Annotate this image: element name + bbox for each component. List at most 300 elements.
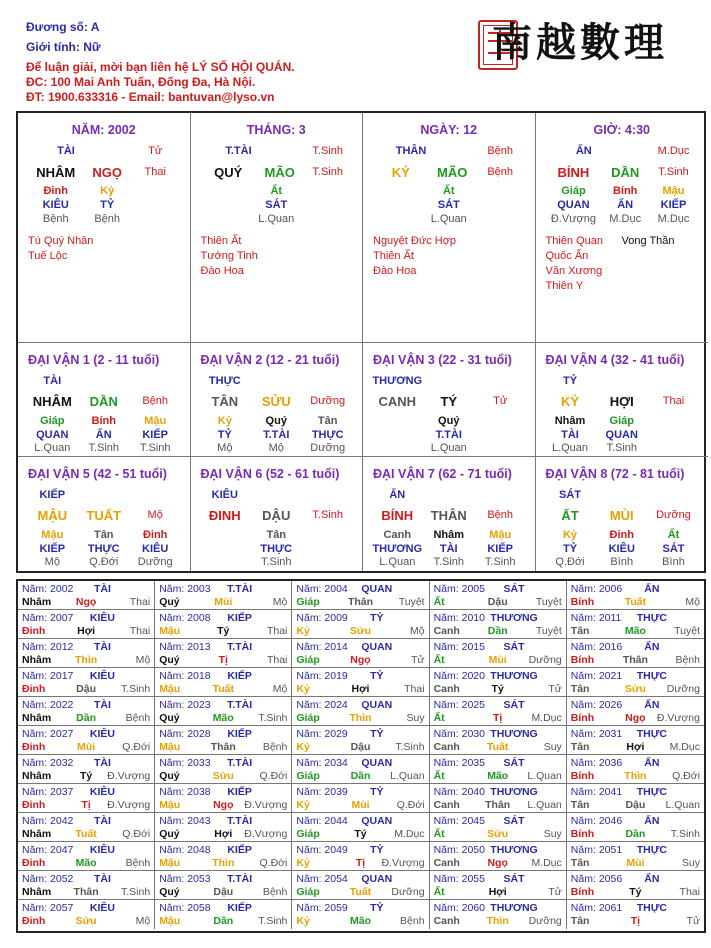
year-branch: Ngọ: [213, 799, 234, 811]
year-value: 2043: [187, 815, 211, 827]
year-state: Dưỡng: [391, 886, 425, 898]
year-value: 2013: [187, 641, 211, 653]
year-label: [22, 902, 73, 915]
hidden-stem: Canh: [383, 529, 412, 541]
year-prefix: Năm:: [570, 612, 599, 624]
year-stem: Đinh: [22, 741, 46, 753]
year-stem: Bính: [570, 596, 595, 608]
year-stem: Giáp: [296, 886, 320, 898]
year-label: [159, 815, 210, 828]
year-god: KIẾP: [227, 612, 252, 624]
year-stem: Nhâm: [22, 654, 52, 666]
hidden-stem: Giáp: [561, 185, 586, 197]
year-cell: [430, 813, 567, 842]
hidden-stem: Giáp: [609, 415, 634, 427]
year-god: TÀI: [93, 699, 111, 711]
year-prefix: Năm:: [433, 902, 462, 914]
year-god: TÀI: [93, 757, 111, 769]
year-label: [159, 699, 210, 712]
year-cell: [292, 755, 429, 784]
year-cell: [292, 900, 429, 929]
hidden-stem: Kỷ: [562, 529, 578, 541]
hidden-stem: Kỷ: [217, 415, 232, 427]
year-state: L.Quan: [527, 770, 562, 782]
year-value: 2011: [598, 612, 622, 624]
year-value: 2045: [461, 815, 485, 827]
year-label: [159, 641, 210, 654]
year-stem: Tân: [570, 625, 590, 637]
hidden-god: THƯƠNG: [372, 543, 423, 555]
year-branch: Thân: [347, 596, 374, 608]
year-branch: Sửu: [212, 770, 234, 782]
year-stem: Nhâm: [22, 596, 52, 608]
hidden-state: Bình: [662, 556, 685, 568]
year-prefix: Năm:: [570, 757, 599, 769]
hidden-state: Q.Đới: [555, 556, 585, 568]
hidden-state: M.Dục: [657, 213, 690, 225]
year-god: QUAN: [361, 699, 393, 711]
year-god: QUAN: [361, 815, 393, 827]
year-prefix: Năm:: [433, 612, 462, 624]
year-god: ẤN: [644, 873, 660, 885]
year-stem: Tân: [570, 799, 590, 811]
year-value: 2022: [50, 699, 74, 711]
year-cell: [430, 784, 567, 813]
year-stem: Canh: [433, 857, 460, 869]
year-branch: Tý: [629, 886, 642, 898]
year-label: [434, 583, 485, 596]
year-god: THƯƠNG: [490, 728, 538, 740]
year-cell: [155, 726, 292, 755]
year-label: [571, 757, 622, 770]
year-state: Tuyệt: [674, 625, 700, 637]
hidden-god: KIÊU: [608, 543, 635, 555]
year-branch: Tị: [355, 857, 366, 869]
year-state: Mộ: [272, 596, 288, 608]
hidden-state: Dưỡng: [137, 556, 173, 568]
year-stem: Ất: [433, 712, 445, 724]
year-state: Bệnh: [262, 741, 288, 753]
year-branch: Mùi: [77, 741, 96, 753]
year-state: Q.Đới: [396, 799, 425, 811]
hidden-god: TỶ: [100, 199, 115, 211]
year-value: 2028: [187, 728, 211, 740]
year-prefix: Năm:: [433, 815, 462, 827]
pillar-title: THÁNG: 3: [246, 123, 306, 137]
year-state: Q.Đới: [672, 770, 700, 782]
year-prefix: Năm:: [22, 902, 51, 914]
year-value: 2035: [461, 757, 485, 769]
year-stem: Kỷ: [296, 915, 310, 927]
year-stem: Quý: [159, 654, 180, 666]
year-prefix: Năm:: [296, 757, 325, 769]
year-state: Đ.Vượng: [656, 712, 700, 724]
year-stem: Kỷ: [296, 799, 310, 811]
hidden-god: TỶ: [562, 543, 578, 555]
year-label: [296, 873, 347, 886]
year-branch: Mão: [624, 625, 646, 637]
pillar-god: TÀI: [57, 145, 75, 157]
year-label: [296, 583, 347, 596]
dai-van-stage: Dưỡng: [656, 509, 691, 521]
year-cell: [292, 581, 429, 610]
year-state: Tử: [411, 654, 425, 666]
dai-van-title: ĐẠI VẬN 2 (12 - 21 tuổi): [200, 353, 340, 367]
year-cell: [155, 842, 292, 871]
year-label: [22, 815, 73, 828]
year-god: THƯƠNG: [490, 612, 538, 624]
year-cell: [430, 726, 567, 755]
year-god: THƯƠNG: [490, 670, 538, 682]
year-value: 2003: [187, 583, 211, 595]
year-stem: Quý: [159, 712, 180, 724]
year-prefix: Năm:: [433, 583, 462, 595]
dai-van-stage: Dưỡng: [310, 395, 346, 407]
year-value: 2020: [461, 670, 485, 682]
hidden-state: Bình: [610, 556, 634, 568]
year-branch: Mùi: [488, 654, 507, 666]
year-god: ẤN: [644, 583, 660, 595]
year-stem: Ất: [433, 596, 445, 608]
hidden-state: T.Sinh: [139, 442, 171, 454]
year-value: 2036: [598, 757, 623, 769]
year-prefix: Năm:: [22, 757, 51, 769]
hidden-god: KIẾP: [39, 543, 66, 555]
year-cell: [292, 668, 429, 697]
year-label: [296, 786, 347, 799]
year-state: Đ.Vượng: [381, 857, 425, 869]
year-state: Suy: [681, 857, 700, 869]
year-label: [434, 641, 485, 654]
year-prefix: Năm:: [570, 873, 599, 885]
year-god: ẤN: [644, 757, 660, 769]
year-value: 2030: [461, 728, 485, 740]
year-value: 2012: [50, 641, 74, 653]
year-stem: Quý: [159, 596, 180, 608]
year-god: KIẾP: [227, 902, 252, 914]
hidden-stem: Tân: [93, 529, 114, 541]
hidden-god: ẤN: [617, 199, 634, 211]
dai-van-title: ĐẠI VẬN 7 (62 - 71 tuổi): [373, 467, 512, 481]
year-prefix: Năm:: [159, 902, 188, 914]
year-cell: [155, 755, 292, 784]
year-prefix: Năm:: [296, 670, 325, 682]
year-stem: Đinh: [22, 799, 46, 811]
year-branch: Dần: [350, 770, 371, 782]
year-stem: Giáp: [296, 712, 320, 724]
year-value: 2057: [50, 902, 74, 914]
year-value: 2048: [187, 844, 211, 856]
hidden-god: KIÊU: [42, 199, 69, 211]
dai-van-branch: DẦN: [89, 394, 118, 409]
dai-van-stage: T.Sinh: [312, 509, 343, 521]
hidden-state: Bệnh: [94, 213, 121, 225]
year-god: ẤN: [644, 699, 660, 711]
year-value: 2047: [50, 844, 74, 856]
year-value: 2041: [598, 786, 623, 798]
year-prefix: Năm:: [159, 728, 188, 740]
gender: Giới tính: Nữ: [26, 40, 101, 54]
year-value: 2049: [324, 844, 348, 856]
dai-van-title: ĐẠI VẬN 6 (52 - 61 tuổi): [200, 467, 340, 481]
year-branch: Thân: [210, 741, 236, 753]
year-branch: Thìn: [624, 770, 647, 782]
year-stem: Mậu: [159, 683, 181, 695]
pillar-branch: NGỌ: [92, 165, 122, 180]
dai-van-stem: CANH: [378, 394, 417, 409]
year-state: L.Quan: [390, 770, 425, 782]
year-value: 2061: [598, 902, 623, 914]
year-branch: Tuất: [349, 886, 372, 898]
year-branch: Dần: [487, 625, 508, 637]
year-state: T.Sinh: [121, 683, 151, 695]
year-value: 2055: [461, 873, 485, 885]
year-god: KIẾP: [227, 844, 252, 856]
year-prefix: Năm:: [296, 902, 325, 914]
pillar-cell: [363, 113, 536, 343]
hidden-god: THỰC: [311, 429, 344, 441]
year-cell: [292, 784, 429, 813]
logo: 南越數理: [492, 19, 668, 66]
year-label: [296, 902, 347, 915]
year-state: Q.Đới: [122, 828, 151, 840]
year-label: [434, 815, 485, 828]
hidden-state: Mộ: [268, 442, 284, 454]
hidden-god: THỰC: [87, 543, 120, 555]
year-god: SÁT: [503, 583, 525, 595]
dai-van-stage: Bệnh: [142, 395, 169, 407]
year-god: QUAN: [361, 757, 393, 769]
year-state: Thai: [129, 596, 151, 608]
dai-van-branch: SỬU: [261, 394, 291, 409]
year-branch: Tị: [218, 654, 228, 666]
year-value: 2018: [187, 670, 211, 682]
year-label: [434, 902, 485, 915]
year-label: [296, 757, 347, 770]
year-branch: Sửu: [349, 625, 371, 637]
year-god: QUAN: [361, 583, 393, 595]
dai-van-god: SÁT: [559, 489, 581, 501]
pillar-stage-top: T.Sinh: [312, 145, 343, 157]
year-value: 2059: [324, 902, 348, 914]
year-god: T.TÀI: [227, 873, 253, 885]
year-stem: Ất: [433, 886, 445, 898]
pillar-cell: [536, 113, 709, 343]
year-label: [296, 815, 347, 828]
dai-van-cell: [536, 457, 709, 571]
hidden-state: T.Sinh: [606, 442, 638, 454]
year-label: [296, 844, 347, 857]
year-branch: Tuất: [212, 683, 234, 695]
year-cell: [292, 610, 429, 639]
year-label: [571, 786, 622, 799]
year-label: [22, 641, 73, 654]
year-cell: [18, 842, 155, 871]
year-prefix: Năm:: [433, 641, 462, 653]
year-god: T.TÀI: [227, 699, 253, 711]
year-cell: [155, 697, 292, 726]
dai-van-title: ĐẠI VẬN 5 (42 - 51 tuổi): [28, 467, 167, 481]
pillar-branch: MÃO: [437, 165, 468, 180]
dai-van-god: THỰC: [208, 375, 241, 387]
year-cell: [567, 755, 704, 784]
pillar-stage: Thai: [144, 166, 166, 178]
year-stem: Ất: [433, 770, 445, 782]
year-god: THỰC: [636, 612, 667, 624]
hidden-stem: Ất: [442, 185, 455, 197]
year-state: Tử: [548, 886, 562, 898]
star-item: Tướng Tinh: [200, 250, 258, 262]
pillar-god: THÂN: [395, 145, 427, 157]
year-stem: Tân: [570, 915, 590, 927]
year-state: Thai: [679, 886, 700, 898]
year-stem: Bính: [570, 886, 595, 898]
year-state: Suy: [406, 712, 425, 724]
year-value: 2017: [50, 670, 74, 682]
year-cell: [155, 668, 292, 697]
year-value: 2019: [324, 670, 348, 682]
year-state: T.Sinh: [121, 886, 151, 898]
hidden-stem: Mậu: [662, 185, 685, 197]
year-stem: Đinh: [22, 625, 46, 637]
year-god: THỰC: [636, 844, 667, 856]
year-value: 2039: [324, 786, 348, 798]
hidden-stem: Tân: [266, 529, 287, 541]
dai-van-cell: [191, 457, 364, 571]
year-god: SÁT: [503, 815, 525, 827]
year-label: [434, 612, 485, 625]
year-label: [296, 612, 347, 625]
hidden-god: KIẾP: [487, 543, 514, 555]
year-prefix: Năm:: [159, 699, 188, 711]
year-god: TÀI: [93, 583, 111, 595]
year-prefix: Năm:: [159, 583, 188, 595]
year-state: Q.Đới: [122, 741, 151, 753]
year-value: 2060: [461, 902, 485, 914]
year-value: 2051: [598, 844, 623, 856]
year-god: THƯƠNG: [490, 786, 538, 798]
year-cell: [18, 871, 155, 900]
year-prefix: Năm:: [570, 699, 599, 711]
year-label: [434, 844, 485, 857]
dai-van-cell: [363, 343, 536, 457]
year-cell: [292, 842, 429, 871]
year-value: 2054: [324, 873, 348, 885]
year-label: [434, 786, 485, 799]
year-value: 2032: [50, 757, 74, 769]
year-cell: [567, 668, 704, 697]
contact-line: Để luận giải, mời bạn liên hệ LÝ SỐ HỘI QUÁN.: [26, 60, 295, 74]
year-stem: Quý: [159, 828, 180, 840]
year-prefix: Năm:: [22, 786, 51, 798]
hidden-god: TỶ: [217, 429, 232, 441]
year-state: Thai: [266, 625, 288, 637]
year-value: 2052: [50, 873, 74, 885]
year-prefix: Năm:: [296, 728, 325, 740]
year-prefix: Năm:: [296, 641, 325, 653]
year-god: ẤN: [644, 815, 660, 827]
pillar-stage-top: M.Dục: [657, 145, 690, 157]
year-label: [22, 670, 73, 683]
year-label: [571, 815, 622, 828]
year-state: Bệnh: [125, 712, 151, 724]
year-branch: Tuất: [75, 828, 97, 840]
year-stem: Kỷ: [296, 625, 310, 637]
year-value: 2026: [598, 699, 623, 711]
year-cell: [567, 813, 704, 842]
year-label: [434, 728, 485, 741]
year-stem: Bính: [570, 770, 595, 782]
year-branch: Tý: [217, 625, 230, 637]
year-stem: Quý: [159, 886, 180, 898]
year-state: Dưỡng: [528, 915, 562, 927]
hidden-god: KIÊU: [142, 543, 169, 555]
year-branch: Tý: [491, 683, 504, 695]
year-stem: Mậu: [159, 857, 181, 869]
year-god: KIÊU: [89, 728, 115, 740]
hidden-state: L.Quan: [258, 213, 295, 225]
year-cell: [292, 871, 429, 900]
year-label: [22, 699, 73, 712]
year-state: Đ.Vượng: [107, 770, 151, 782]
year-value: 2058: [187, 902, 211, 914]
dai-van-branch: DẬU: [262, 508, 291, 523]
hidden-stem: Mậu: [144, 415, 167, 427]
hidden-stem: Đinh: [43, 185, 68, 197]
dai-van-god: ẤN: [389, 489, 406, 501]
hidden-state: T.Sinh: [484, 556, 516, 568]
year-god: KIẾP: [227, 670, 252, 682]
year-branch: Tuất: [624, 596, 647, 608]
year-stem: Kỷ: [296, 857, 310, 869]
year-stem: Canh: [433, 799, 460, 811]
year-cell: [567, 697, 704, 726]
pillar-title: GIỜ: 4:30: [593, 123, 650, 137]
hidden-god: ẤN: [95, 429, 112, 441]
bazi-chart: [16, 111, 706, 573]
year-cell: [18, 900, 155, 929]
year-prefix: Năm:: [22, 728, 51, 740]
year-god: SÁT: [503, 641, 525, 653]
year-state: Mộ: [135, 915, 151, 927]
year-branch: Dần: [213, 915, 234, 927]
year-label: [571, 641, 622, 654]
year-branch: Tị: [493, 712, 503, 724]
year-label: [571, 728, 622, 741]
hidden-state: Mộ: [44, 556, 60, 568]
year-state: Suy: [543, 741, 562, 753]
year-god: SÁT: [503, 757, 525, 769]
year-cell: [292, 639, 429, 668]
year-branch: Mùi: [214, 596, 233, 608]
year-state: Tuyệt: [535, 596, 562, 608]
year-prefix: Năm:: [159, 612, 188, 624]
year-label: [296, 641, 347, 654]
year-cell: [18, 639, 155, 668]
year-state: M.Dục: [669, 741, 700, 753]
pillar-god: ẤN: [575, 145, 592, 157]
year-label: [159, 902, 210, 915]
year-stem: Canh: [433, 625, 460, 637]
dai-van-title: ĐẠI VẬN 8 (72 - 81 tuổi): [545, 467, 685, 481]
year-branch: Hợi: [626, 741, 645, 753]
year-branch: Thìn: [486, 915, 509, 927]
year-prefix: Năm:: [296, 844, 325, 856]
year-label: [296, 699, 347, 712]
year-god: THỰC: [636, 728, 667, 740]
year-label: [571, 844, 622, 857]
year-branch: Mão: [75, 857, 97, 869]
